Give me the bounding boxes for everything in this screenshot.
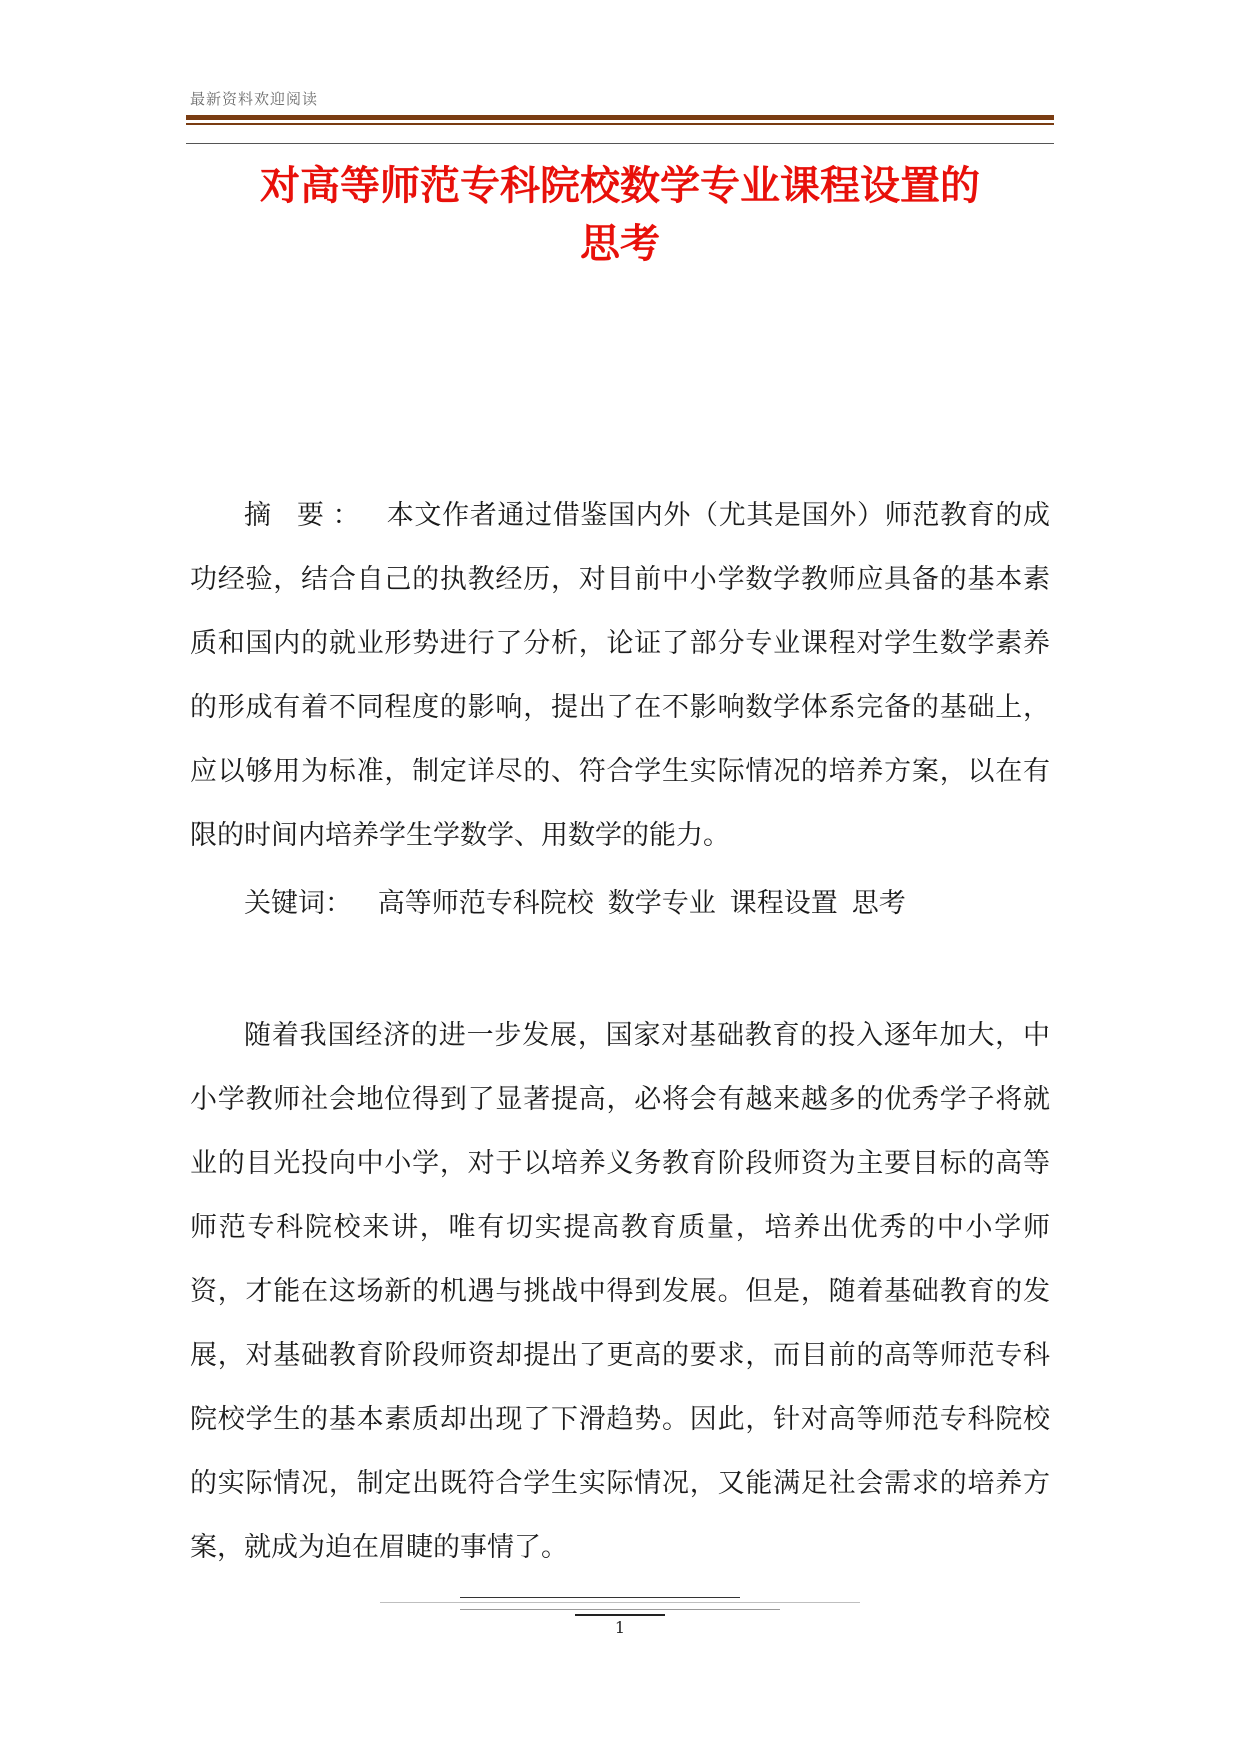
footer-rule — [460, 1609, 780, 1610]
page-number: 1 — [614, 1618, 626, 1637]
abstract-paragraph — [190, 484, 1050, 868]
keywords-paragraph — [190, 872, 1050, 936]
running-header: 最新资料欢迎阅读 — [190, 90, 319, 108]
abstract-text: 本文作者通过借鉴国内外（尤其是国外）师范教育的成功经验，结合自己的执教经历，对目前中小学数学教师应具备的基本素质和国内的就业形势进行了分析，论证了部分专业课程对学生数学素养的形成有着不同程度的影响，提出了在不影响数学体系完备的基础上，应以够用为标准，制定详尽的、符合学生实际情况的培养方案，以在有限的时间内培养学生学数学、用数学的能力。 — [190, 500, 1051, 851]
intro-paragraph: 随着我国经济的进一步发展，国家对基础教育的投入逐年加大，中小学教师社会地位得到了显著提高，必将会有越来越多的优秀学子将就业的目光投向中小学，对于以培养义务教育阶段师资为主要目标的高等师范专科院校来讲，唯有切实提高教育质量，培养出优秀的中小学师资，才能在这场新的机遇与挑战中得到发展。但是，随着基础教育的发展，对基础教育阶段师资却提出了更高的要求，而目前的高等师范专科院校学生的基本素质却出现了下滑趋势。因此，针对高等师范专科院校的实际情况，制定出既符合学生实际情况，又能满足社会需求的培养方案，就成为迫在眉睫的事情了。 — [190, 1020, 1050, 1563]
keyword-item: 高等师范专科院校 — [377, 888, 594, 919]
title-line-1: 对高等师范专科院校数学专业课程设置的 — [260, 163, 980, 209]
keyword-item: 思考 — [851, 888, 906, 919]
footer-rule — [575, 1614, 665, 1616]
title-line-2: 思考 — [580, 221, 660, 267]
keyword-item: 课程设置 — [729, 888, 838, 919]
keywords-label: 关键词： — [244, 888, 352, 919]
footer-rule — [380, 1602, 860, 1603]
document-title — [186, 157, 1054, 273]
header-separator — [186, 143, 1054, 144]
header-rule-thick — [186, 115, 1054, 120]
keyword-item: 数学专业 — [607, 888, 716, 919]
footer-rule — [460, 1597, 740, 1598]
abstract-label: 摘 要： — [244, 500, 369, 531]
header-rule-thin — [186, 123, 1054, 125]
